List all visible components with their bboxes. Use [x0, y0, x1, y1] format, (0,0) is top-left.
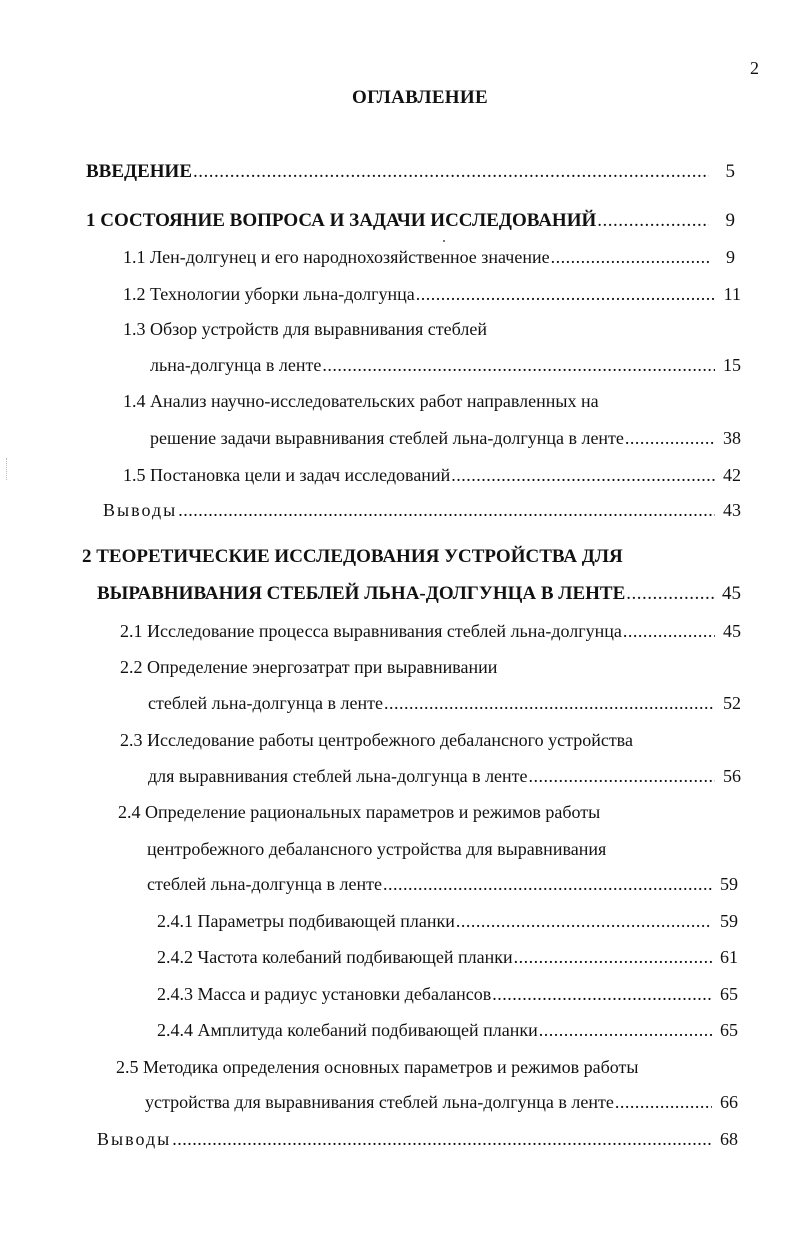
toc-entry-2-3-line1[interactable]: 2.3 Исследование работы центробежного дебалансного устройства	[120, 730, 633, 750]
toc-page-number: 9	[725, 210, 735, 231]
toc-entry-2-4-3[interactable]	[157, 981, 738, 1007]
toc-page-number: 65	[720, 1020, 738, 1040]
toc-entry-conclusions-2[interactable]	[97, 1126, 738, 1152]
leader-dots	[416, 281, 715, 307]
toc-entry-2-2[interactable]	[148, 690, 741, 716]
leader-dots	[172, 1126, 712, 1152]
toc-page-number: 15	[723, 355, 741, 375]
leader-dots	[383, 871, 712, 897]
leader-dots	[626, 581, 715, 607]
toc-entry-text: Выводы	[103, 500, 178, 520]
toc-entry-2-4-2[interactable]	[157, 944, 738, 970]
leader-dots	[623, 618, 715, 644]
leader-dots	[615, 1089, 712, 1115]
toc-entry-text: 2.4.2 Частота колебаний подбивающей планки	[157, 947, 513, 967]
toc-page-number: 61	[720, 947, 738, 967]
toc-entry-1-1[interactable]	[123, 244, 735, 270]
toc-entry-text: 1.2 Технологии уборки льна-долгунца	[123, 284, 415, 304]
leader-dots	[322, 352, 715, 378]
toc-entry-text: льна-долгунца в ленте	[150, 355, 322, 375]
toc-entry-1-3-line1[interactable]: 1.3 Обзор устройств для выравнивания стеблей	[123, 319, 487, 339]
toc-page-number: 42	[723, 465, 741, 485]
leader-dots	[384, 690, 715, 716]
toc-entry-introduction[interactable]	[86, 159, 735, 185]
toc-entry-2-4[interactable]	[147, 871, 738, 897]
toc-entry-text: 1.1 Лен-долгунец и его народнохозяйственное значение	[123, 247, 550, 267]
toc-entry-chapter-2[interactable]	[97, 581, 741, 607]
toc-entry-text: 1 СОСТОЯНИЕ ВОПРОСА И ЗАДАЧИ ИССЛЕДОВАНИЙ	[86, 210, 597, 231]
toc-entry-1-5[interactable]	[123, 462, 741, 488]
toc-page-number: 59	[720, 911, 738, 931]
toc-page-number: 56	[723, 766, 741, 786]
toc-page-number: 68	[720, 1129, 738, 1149]
toc-entry-text: 2.4.1 Параметры подбивающей планки	[157, 911, 455, 931]
toc-entry-text: стеблей льна-долгунца в ленте	[148, 693, 383, 713]
toc-page-number: 11	[723, 284, 741, 304]
scan-speck	[443, 240, 445, 242]
toc-page-number: 65	[720, 984, 738, 1004]
toc-page-number: 45	[723, 621, 741, 641]
toc-page-number: 45	[722, 583, 741, 604]
toc-entry-1-2[interactable]	[123, 281, 741, 307]
leader-dots	[597, 208, 709, 234]
leader-dots	[451, 462, 715, 488]
toc-entry-conclusions-1[interactable]	[103, 497, 741, 523]
toc-entry-text: 2.1 Исследование процесса выравнивания стеблей льна-долгунца	[120, 621, 622, 641]
toc-entry-2-4-line2[interactable]: центробежного дебалансного устройства для выравнивания	[147, 839, 607, 859]
toc-page-number: 59	[720, 874, 738, 894]
toc-page-number: 38	[723, 428, 741, 448]
toc-page-number: 52	[723, 693, 741, 713]
toc-page-number: 9	[726, 247, 735, 267]
toc-entry-text: 2.4.3 Масса и радиус установки дебалансов	[157, 984, 492, 1004]
toc-entry-1-3[interactable]	[150, 352, 741, 378]
toc-entry-2-4-line1[interactable]: 2.4 Определение рациональных параметров и режимов работы	[118, 802, 601, 822]
leader-dots	[193, 159, 709, 185]
toc-entry-1-4-line1[interactable]: 1.4 Анализ научно-исследовательских работ направленных на	[123, 391, 599, 411]
page-title: ОГЛАВЛЕНИЕ	[352, 87, 488, 108]
leader-dots	[625, 425, 715, 451]
toc-entry-2-1[interactable]	[120, 618, 741, 644]
toc-entry-text: Выводы	[97, 1129, 172, 1149]
toc-entry-text: ВВЕДЕНИЕ	[86, 161, 192, 182]
leader-dots	[178, 497, 715, 523]
toc-entry-text: стеблей льна-долгунца в ленте	[147, 874, 382, 894]
toc-entry-chapter-1[interactable]	[86, 208, 735, 234]
leader-dots	[539, 1017, 712, 1043]
leader-dots	[492, 981, 712, 1007]
leader-dots	[514, 944, 712, 970]
toc-entry-2-5-line1[interactable]: 2.5 Методика определения основных параметров и режимов работы	[116, 1057, 639, 1077]
toc-entry-2-3[interactable]	[148, 763, 741, 789]
scan-margin-mark	[6, 458, 8, 480]
toc-page-number: 5	[725, 161, 735, 182]
leader-dots	[529, 763, 715, 789]
toc-entry-text: 1.5 Постановка цели и задач исследований	[123, 465, 451, 485]
toc-entry-1-4[interactable]	[150, 425, 741, 451]
toc-entry-2-5[interactable]	[145, 1089, 738, 1115]
leader-dots	[456, 908, 712, 934]
toc-entry-2-4-1[interactable]	[157, 908, 738, 934]
toc-entry-text: для выравнивания стеблей льна-долгунца в ленте	[148, 766, 528, 786]
toc-entry-2-2-line1[interactable]: 2.2 Определение энергозатрат при выравнивании	[120, 657, 498, 677]
page-number: 2	[750, 58, 759, 78]
toc-entry-text: устройства для выравнивания стеблей льна-долгунца в ленте	[145, 1092, 614, 1112]
toc-entry-chapter-2-line1[interactable]: 2 ТЕОРЕТИЧЕСКИЕ ИССЛЕДОВАНИЯ УСТРОЙСТВА ДЛЯ	[82, 546, 623, 567]
toc-page-number: 43	[723, 500, 741, 520]
toc-entry-2-4-4[interactable]	[157, 1017, 738, 1043]
toc-entry-text: решение задачи выравнивания стеблей льна-долгунца в ленте	[150, 428, 624, 448]
toc-entry-text: ВЫРАВНИВАНИЯ СТЕБЛЕЙ ЛЬНА-ДОЛГУНЦА В ЛЕНТЕ	[97, 583, 626, 604]
leader-dots	[551, 244, 709, 270]
toc-page-number: 66	[720, 1092, 738, 1112]
toc-entry-text: 2.4.4 Амплитуда колебаний подбивающей планки	[157, 1020, 538, 1040]
